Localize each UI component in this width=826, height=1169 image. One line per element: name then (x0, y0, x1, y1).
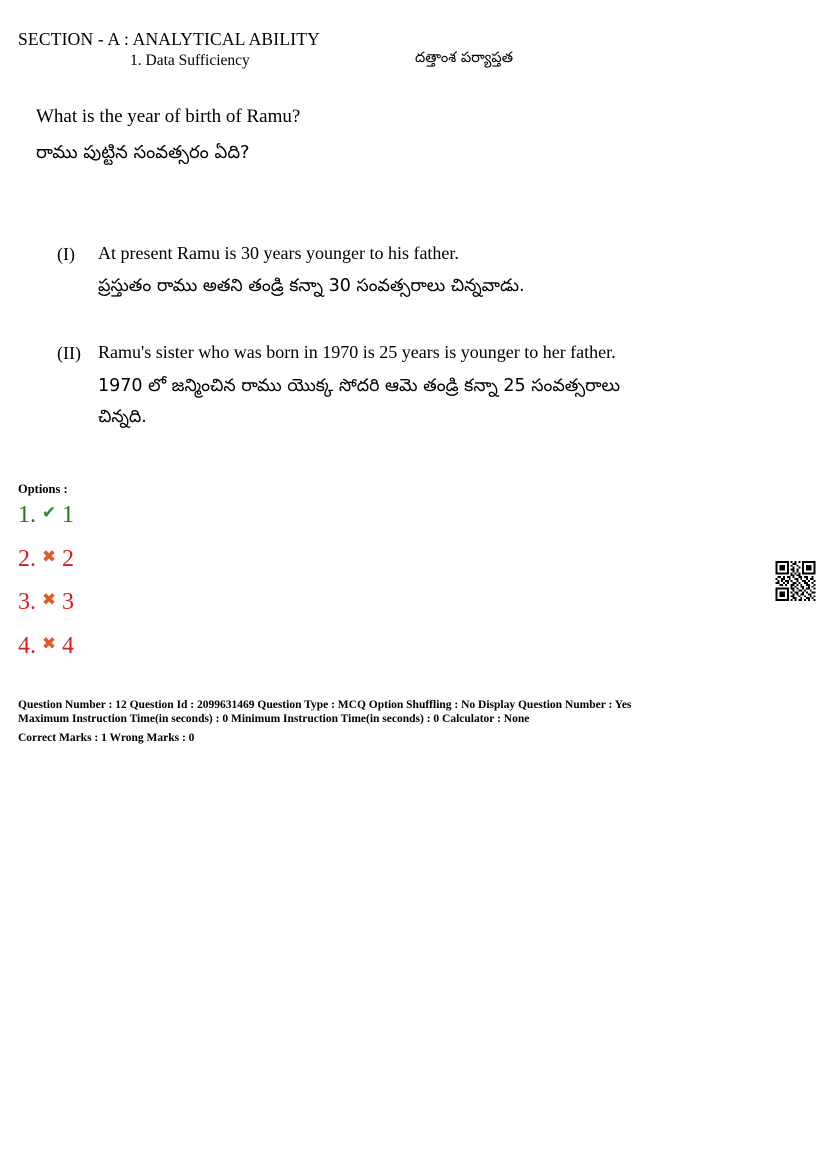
statement-2-telugu-line-1: 1970 లో జన్మించిన రాము యొక్క సోదరి ఆమె తండ్రి కన్నా 25 సంవత్సరాలు (98, 376, 621, 396)
statement-1-body (98, 244, 525, 296)
qr-code (775, 561, 816, 601)
statement-2-row (57, 343, 620, 426)
statement-1-english: At present Ramu is 30 years younger to his father. (98, 243, 459, 263)
check-icon: ✔ (41, 503, 57, 522)
option-number-3: 3. (18, 589, 36, 615)
subsection-title: 1. Data Sufficiency (130, 52, 250, 69)
options-list (18, 503, 238, 677)
option-text-4: 4 (62, 632, 74, 659)
question-stem-telugu: రాము పుట్టిన సంవత్సరం ఏది? (36, 142, 250, 163)
option-text-2: 2 (62, 545, 74, 572)
statement-1 (57, 244, 525, 296)
metadata-line-1: Question Number : 12 Question Id : 2099631469 Question Type : MCQ Option Shuffling : No Display Question Number : Yes (18, 699, 632, 711)
statement-2-english: Ramu's sister who was born in 1970 is 25 years is younger to her father. (98, 342, 616, 362)
metadata-line-2: Maximum Instruction Time(in seconds) : 0 Minimum Instruction Time(in seconds) : 0 Calculator : None (18, 712, 530, 725)
subsection-title-telugu: దత్తాంశ పర్యాప్తత (415, 50, 513, 66)
cross-icon: ✖ (41, 633, 57, 653)
option-row-1[interactable] (18, 503, 238, 547)
statement-2-body (98, 343, 620, 426)
option-row-2[interactable] (18, 547, 238, 591)
statement-2 (57, 343, 620, 426)
statement-2-telugu-line-2: చిన్నది. (98, 406, 147, 427)
question-metadata (18, 699, 631, 746)
cross-icon: ✖ (41, 546, 57, 566)
option-text-3: 3 (62, 589, 74, 615)
option-number-4: 4. (18, 632, 36, 659)
section-title: SECTION - A : ANALYTICAL ABILITY (18, 29, 320, 49)
question-stem-english: What is the year of birth of Ramu? (36, 106, 301, 127)
metadata-line-3: Correct Marks : 1 Wrong Marks : 0 (18, 732, 195, 744)
option-number-1: 1. (18, 502, 36, 528)
statement-1-telugu-line-1: ప్రస్తుతం రాము అతని తండ్రి కన్నా 30 సంవత్సరాలు చిన్నవాడు. (98, 276, 525, 296)
option-number-2: 2. (18, 545, 36, 572)
statement-1-label: (I) (57, 244, 75, 264)
options-label: Options : (18, 482, 68, 496)
cross-icon: ✖ (41, 590, 57, 609)
statement-1-row (57, 244, 525, 296)
option-row-3[interactable] (18, 590, 238, 634)
option-row-4[interactable] (18, 634, 238, 678)
statement-2-label: (II) (57, 343, 81, 363)
option-text-1: 1 (62, 502, 74, 528)
